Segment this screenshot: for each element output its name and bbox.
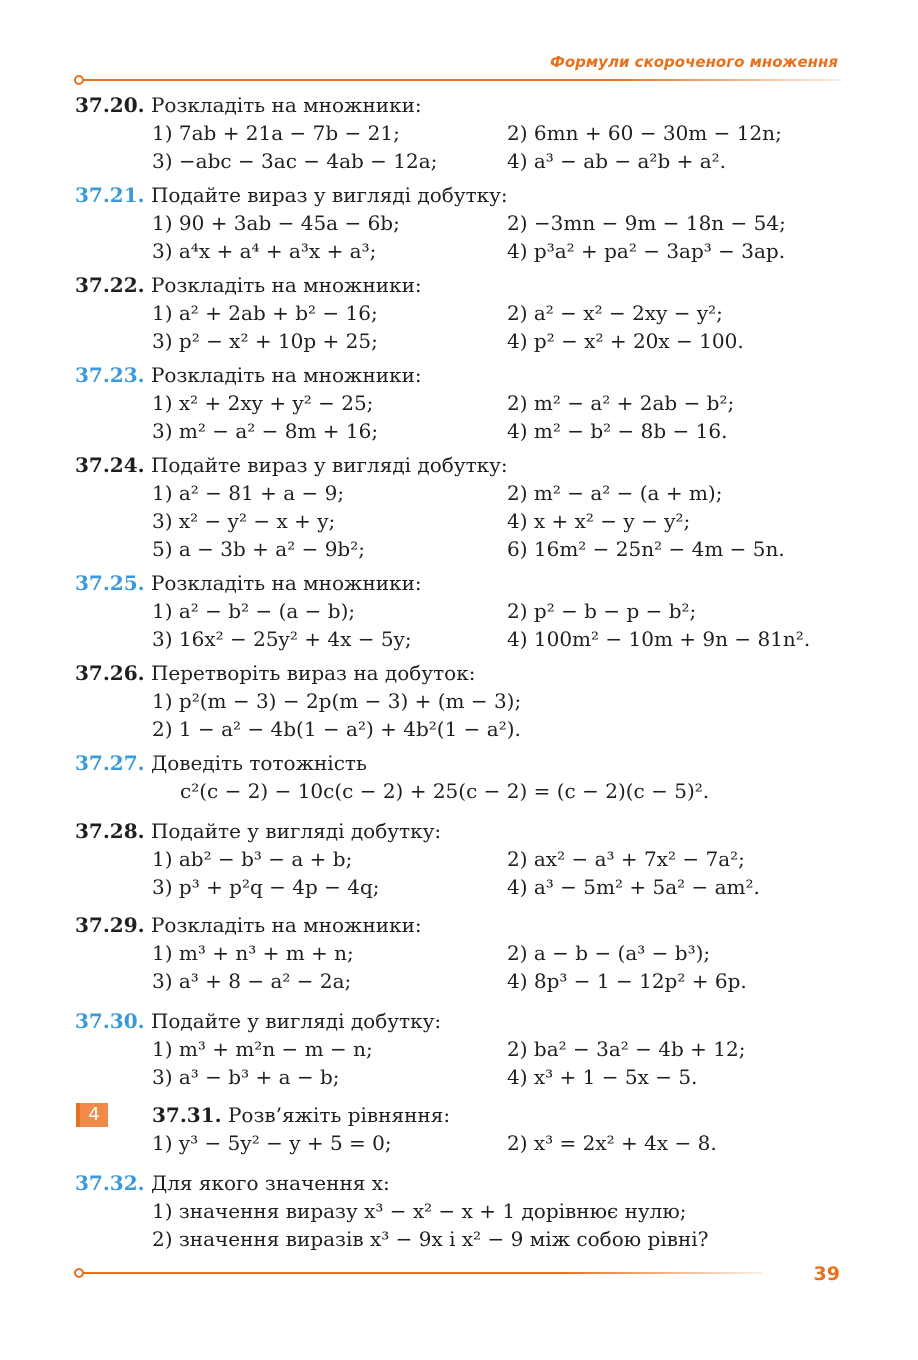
task: 2) ax² − a³ + 7x² − 7a²;	[507, 847, 745, 871]
exercise-37-26	[75, 661, 475, 685]
task: 1) a² − b² − (a − b);	[152, 599, 356, 623]
task: 3) 16x² − 25y² + 4x − 5y;	[152, 627, 412, 651]
exercise-number: 37.24.	[75, 453, 145, 477]
task: 4) x + x² − y − y²;	[507, 509, 691, 533]
exercise-37-29	[75, 913, 422, 937]
exercise-instruction: Розкладіть на множники:	[144, 273, 422, 297]
task: 2) 6mn + 60 − 30m − 12n;	[507, 121, 782, 145]
footer-rule	[82, 1272, 762, 1274]
task: 3) m² − a² − 8m + 16;	[152, 419, 379, 443]
task: 2) m² − a² + 2ab − b²;	[507, 391, 735, 415]
exercise-number: 37.23.	[75, 363, 145, 387]
task: 5) a − 3b + a² − 9b²;	[152, 537, 365, 561]
exercise-number: 37.29.	[75, 913, 145, 937]
exercise-37-32	[75, 1171, 390, 1195]
task: 3) p² − x² + 10p + 25;	[152, 329, 378, 353]
exercise-instruction: Подайте у вигляді добутку:	[144, 819, 442, 843]
header-rule	[82, 79, 842, 81]
exercise-instruction: Для якого значення x:	[144, 1171, 390, 1195]
task: 2) m² − a² − (a + m);	[507, 481, 723, 505]
exercise-number: 37.22.	[75, 273, 145, 297]
task: 4) p² − x² + 20x − 100.	[507, 329, 744, 353]
task: 2) 1 − a² − 4b(1 − a²) + 4b²(1 − a²).	[152, 717, 521, 741]
exercise-number: 37.25.	[75, 571, 145, 595]
exercise-number: 37.31.	[152, 1103, 222, 1127]
exercise-instruction: Розкладіть на множники:	[144, 913, 422, 937]
task: 1) m³ + m²n − m − n;	[152, 1037, 373, 1061]
exercise-37-21	[75, 183, 508, 207]
exercise-instruction: Подайте у вигляді добутку:	[144, 1009, 442, 1033]
task: 4) a³ − ab − a²b + a².	[507, 149, 727, 173]
exercise-37-28	[75, 819, 441, 843]
exercise-number: 37.32.	[75, 1171, 145, 1195]
task: 2) x³ = 2x² + 4x − 8.	[507, 1131, 717, 1155]
task: 1) a² − 81 + a − 9;	[152, 481, 345, 505]
task: 1) значення виразу x³ − x² − x + 1 дорівнює нулю;	[152, 1199, 687, 1223]
task: 1) a² + 2ab + b² − 16;	[152, 301, 378, 325]
task: 1) y³ − 5y² − y + 5 = 0;	[152, 1131, 392, 1155]
exercise-37-22	[75, 273, 422, 297]
exercise-37-23	[75, 363, 422, 387]
exercise-instruction: Розкладіть на множники:	[144, 93, 422, 117]
task: 1) p²(m − 3) − 2p(m − 3) + (m − 3);	[152, 689, 522, 713]
task: 4) m² − b² − 8b − 16.	[507, 419, 728, 443]
exercise-37-27	[75, 751, 367, 775]
identity-formula: c²(c − 2) − 10c(c − 2) + 25(c − 2) = (c − 2)(c − 5)².	[180, 779, 710, 803]
exercise-instruction: Розкладіть на множники:	[144, 571, 422, 595]
task: 2) ba² − 3a² − 4b + 12;	[507, 1037, 746, 1061]
exercise-number: 37.28.	[75, 819, 145, 843]
task: 2) −3mn − 9m − 18n − 54;	[507, 211, 786, 235]
exercise-37-30	[75, 1009, 441, 1033]
task: 4) 8p³ − 1 − 12p² + 6p.	[507, 969, 747, 993]
exercise-instruction: Перетворіть вираз на добуток:	[144, 661, 476, 685]
task: 2) значення виразів x³ − 9x і x² − 9 між собою рівні?	[152, 1227, 709, 1251]
exercise-37-24	[75, 453, 508, 477]
exercise-number: 37.26.	[75, 661, 145, 685]
task: 6) 16m² − 25n² − 4m − 5n.	[507, 537, 785, 561]
exercise-instruction: Доведіть тотожність	[144, 751, 367, 775]
task: 3) x² − y² − x + y;	[152, 509, 336, 533]
exercise-number: 37.27.	[75, 751, 145, 775]
task: 1) m³ + n³ + m + n;	[152, 941, 354, 965]
task: 3) a⁴x + a⁴ + a³x + a³;	[152, 239, 377, 263]
exercise-37-31	[152, 1103, 450, 1127]
exercise-number: 37.30.	[75, 1009, 145, 1033]
task: 2) a² − x² − 2xy − y²;	[507, 301, 723, 325]
exercise-37-25	[75, 571, 422, 595]
exercise-37-20	[75, 93, 422, 117]
task: 3) a³ − b³ + a − b;	[152, 1065, 340, 1089]
task: 4) a³ − 5m² + 5a² − am².	[507, 875, 760, 899]
task: 2) a − b − (a³ − b³);	[507, 941, 711, 965]
task: 3) a³ + 8 − a² − 2a;	[152, 969, 352, 993]
task: 3) −abc − 3ac − 4ab − 12a;	[152, 149, 438, 173]
task: 3) p³ + p²q − 4p − 4q;	[152, 875, 380, 899]
exercise-instruction: Подайте вираз у вигляді добутку:	[144, 183, 508, 207]
task: 1) 7ab + 21a − 7b − 21;	[152, 121, 400, 145]
task: 4) 100m² − 10m + 9n − 81n².	[507, 627, 811, 651]
difficulty-level-badge: 4	[76, 1103, 108, 1127]
task: 4) x³ + 1 − 5x − 5.	[507, 1065, 698, 1089]
running-header: Формули скороченого множення	[550, 53, 838, 71]
task: 1) x² + 2xy + y² − 25;	[152, 391, 374, 415]
exercise-number: 37.20.	[75, 93, 145, 117]
task: 2) p² − b − p − b²;	[507, 599, 697, 623]
exercise-number: 37.21.	[75, 183, 145, 207]
exercise-instruction: Подайте вираз у вигляді добутку:	[144, 453, 508, 477]
task: 1) 90 + 3ab − 45a − 6b;	[152, 211, 400, 235]
task: 4) p³a² + pa² − 3ap³ − 3ap.	[507, 239, 786, 263]
exercise-instruction: Розкладіть на множники:	[144, 363, 422, 387]
page-number: 39	[813, 1263, 840, 1285]
task: 1) ab² − b³ − a + b;	[152, 847, 353, 871]
exercise-instruction: Розв’яжіть рівняння:	[221, 1103, 451, 1127]
